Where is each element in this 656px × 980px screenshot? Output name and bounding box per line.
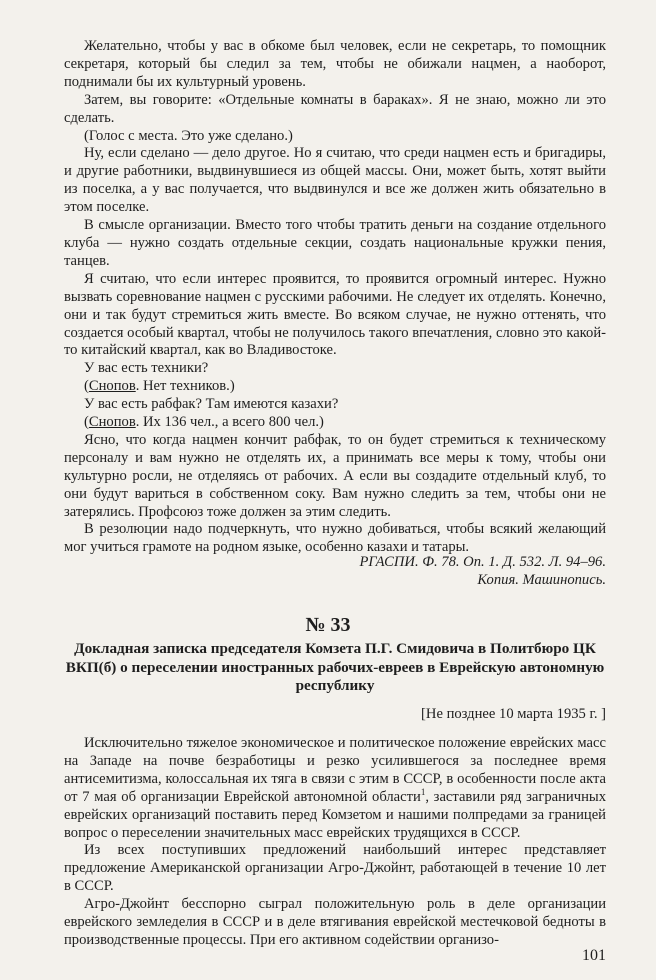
page-number: 101 [582, 947, 606, 964]
source-note [64, 554, 606, 590]
lower-text-block [64, 735, 606, 950]
question: У вас есть рабфак? Там имеются казахи? [84, 396, 339, 413]
paragraph: Агро-Джойнт бесспорно сыграл положительную роль в деле организации еврейского земледелия в СССР и в деле втягивания еврейской местечковой бедноты в производственные процессы. При его активном содействии организо- [64, 896, 606, 948]
paragraph [64, 735, 606, 842]
copy-note: Копия. Машинопись. [477, 571, 606, 588]
paragraph: Из всех поступивших предложений наибольший интерес представляет предложение Американской организации Агро-Джойнт, работающей в течение 10 лет в СССР. [64, 842, 606, 895]
paragraph: В смысле организации. Вместо того чтобы тратить деньги на создание отдельного клуба — нужно создать отдельные секции, создать национальные кружки пения, танцев. [64, 217, 606, 269]
remark-snopov-2: (Снопов. Их 136 чел., а всего 800 чел.) [84, 414, 324, 431]
remark-text: . Их 136 чел., а всего 800 чел.) [135, 414, 324, 431]
paragraph: Ясно, что когда нацмен кончит рабфак, то он будет стремиться к техническому персоналу и вам нужно не отделять их, а принимать все меры к тому, чтобы они культурно росли, не отделяясь от рабочих. А если вы создадите отдельный клуб, то они будут вариться в собственном соку. Вам нужно следить за тем, чтобы они не затерялись. Профсоюз тоже должен за этим следить. [64, 431, 606, 520]
document-number: № 33 [305, 614, 351, 636]
speaker-name: Снопов [88, 414, 136, 431]
remark-voice: (Голос с места. Это уже сделано.) [84, 127, 293, 144]
question: У вас есть техники? [84, 360, 209, 377]
upper-text-block [64, 38, 606, 557]
paragraph: В резолюции надо подчеркнуть, что нужно добиваться, чтобы всякий желающий мог учиться грамоте на родном языке, особенно казахи и татары. [64, 521, 606, 556]
document-date: [Не позднее 10 марта 1935 г. ] [421, 706, 606, 722]
document-title: Докладная записка председателя Комзета П.Г. Смидовича в Политбюро ЦК ВКП(б) о переселении иностранных рабочих-евреев в Еврейскую автономную республику [65, 640, 605, 694]
speaker-name: Снопов [88, 378, 136, 395]
archive-reference: РГАСПИ. Ф. 78. Оп. 1. Д. 532. Л. 94–96. [359, 554, 606, 570]
paragraph: Ну, если сделано — дело другое. Но я считаю, что среди нацмен есть и бригадиры, и другие работники, выдвинувшиеся из общей массы. Они, может быть, хотят выйти из поселка, а у вас получается, что выдвинулся и все же должен жить обязательно в этом поселке. [64, 145, 606, 216]
paragraph: Я считаю, что если интерес проявится, то проявится огромный интерес. Нужно вызвать соревнование нацмен с русскими рабочими. Не следует их отделять. Конечно, они и так будут стремиться жить вместе. Во всяком случае, не нужно оттенять, что создается особый квартал, чтобы не получилось такого впечатления, словно это какой-то китайский квартал, как во Владивостоке. [64, 270, 606, 359]
footnote-mark: 1 [420, 786, 426, 797]
paragraph: Затем, вы говорите: «Отдельные комнаты в бараках». Я не знаю, можно ли это сделать. [64, 91, 606, 126]
remark-snopov-1: (Снопов. Нет техников.) [84, 378, 235, 395]
remark-text: . Нет техников.) [135, 378, 235, 395]
paragraph-text: Исключительно тяжелое экономическое и политическое положение еврейских масс на Западе на почве безработицы и резко усилившегося за последнее время антисемитизма, колоссальная их тяга в связи с этим в СССР, в особенности после акта от 7 мая об организации Еврейской автономной области [64, 735, 606, 805]
paragraph: Желательно, чтобы у вас в обкоме был человек, если не секретарь, то помощник секретаря, который бы следил за тем, чтобы не обижали нацмен, а наоборот, поднимали бы их культурный уровень. [64, 38, 606, 90]
paragraph-text: , заставили ряд заграничных еврейских организаций поставить перед Комзетом и нашими полпредами за границей вопрос о переселении значительных масс еврейских трудящихся в СССР. [64, 788, 606, 841]
